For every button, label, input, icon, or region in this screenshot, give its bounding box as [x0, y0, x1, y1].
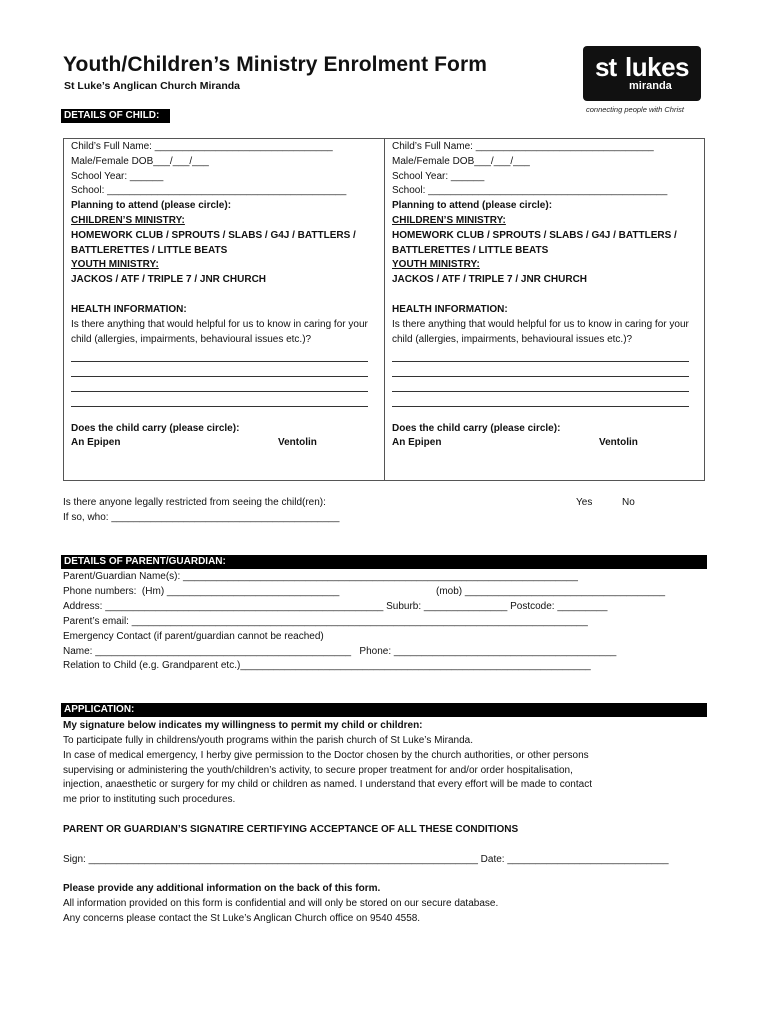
application-text-4: injection, anaesthetic or surgery for my child or children as named. I understand that every effort will be made to contact: [63, 779, 592, 790]
restriction-question: Is there anyone legally restricted from seeing the child(ren):: [63, 497, 326, 508]
phone-home-field[interactable]: Phone numbers: (Hm) _______________________________: [63, 586, 340, 597]
carry-options: [392, 436, 697, 451]
relation-field[interactable]: Relation to Child (e.g. Grandparent etc.)_______________________________________________________________: [63, 660, 591, 671]
application-heading: APPLICATION:: [61, 703, 707, 717]
restriction-no-option[interactable]: No: [622, 497, 635, 508]
church-name: St Luke’s Anglican Church Miranda: [64, 80, 240, 92]
child-gender-dob-field[interactable]: Male/Female DOB___/___/___: [71, 155, 209, 167]
youth-ministry-label: YOUTH MINISTRY:: [71, 259, 159, 271]
carry-options: [71, 436, 376, 451]
health-answer-line[interactable]: [392, 347, 689, 362]
child-school-year-field[interactable]: School Year: ______: [71, 170, 164, 182]
additional-info-note: Please provide any additional information on the back of this form.: [63, 883, 381, 894]
child-column-1: [71, 140, 376, 451]
child-section-heading: DETAILS OF CHILD:: [61, 109, 170, 123]
signature-date-field[interactable]: Sign: ______________________________________________________________________ Date: _____________________________: [63, 854, 669, 865]
childrens-ministry-label: CHILDREN’S MINISTRY:: [392, 214, 506, 226]
health-answer-line[interactable]: [71, 377, 368, 392]
carry-question: Does the child carry (please circle):: [71, 422, 240, 434]
child-school-field[interactable]: School: ___________________________________________: [71, 185, 347, 197]
planning-label: Planning to attend (please circle):: [71, 200, 232, 212]
health-info-heading: HEALTH INFORMATION:: [392, 303, 508, 315]
health-answer-line[interactable]: [71, 362, 368, 377]
child-gender-dob-field[interactable]: Male/Female DOB___/___/___: [392, 155, 530, 167]
logo-tagline: connecting people with Christ: [586, 105, 684, 114]
epipen-option[interactable]: An Epipen: [71, 437, 121, 449]
childrens-programs-options[interactable]: HOMEWORK CLUB / SPROUTS / SLABS / G4J / BATTLERS / BATTLERETTES / LITTLE BEATS: [392, 229, 677, 256]
application-text-2: In case of medical emergency, I herby give permission to the Doctor chosen by the church authorities, or other persons: [63, 750, 589, 761]
contact-note: Any concerns please contact the St Luke’s Anglican Church office on 9540 4558.: [63, 913, 421, 924]
logo-st: st: [595, 52, 617, 82]
form-title: Youth/Children’s Ministry Enrolment Form: [63, 53, 488, 76]
address-field[interactable]: Address: __________________________________________________ Suburb: _______________ Postcode: _________: [63, 601, 608, 612]
parent-email-field[interactable]: Parent’s email: __________________________________________________________________________________: [63, 616, 588, 627]
emergency-contact-label: Emergency Contact (if parent/guardian cannot be reached): [63, 631, 324, 642]
restricted-person-field[interactable]: If so, who: _________________________________________: [63, 512, 340, 523]
child-school-field[interactable]: School: ___________________________________________: [392, 185, 668, 197]
emergency-name-phone-field[interactable]: Name: ______________________________________________ Phone: ________________________________________: [63, 646, 617, 657]
ventolin-option[interactable]: Ventolin: [599, 437, 638, 449]
signature-intro: My signature below indicates my willingness to permit my child or children:: [63, 720, 423, 731]
child-full-name-field[interactable]: Child’s Full Name: ________________________________: [392, 141, 654, 152]
st-lukes-logo: [583, 46, 701, 101]
health-info-question: Is there anything that would helpful for us to know in caring for your child (allergies, impairments, behavioural issues etc.)?: [392, 318, 689, 345]
certify-heading: PARENT OR GUARDIAN’S SIGNATIRE CERTIFYING ACCEPTANCE OF ALL THESE CONDITIONS: [63, 824, 519, 835]
application-text-3: supervising or administering the youth/children’s activity, to secure proper treatment for and/or order hospitalisation,: [63, 765, 573, 776]
health-answer-line[interactable]: [71, 347, 368, 362]
health-answer-line[interactable]: [392, 362, 689, 377]
child-school-year-field[interactable]: School Year: ______: [392, 170, 485, 182]
phone-mobile-field[interactable]: (mob) ____________________________________: [436, 586, 666, 597]
application-text-1: To participate fully in childrens/youth programs within the parish church of St Luke’s Miranda.: [63, 735, 474, 746]
childrens-programs-options[interactable]: HOMEWORK CLUB / SPROUTS / SLABS / G4J / BATTLERS / BATTLERETTES / LITTLE BEATS: [71, 229, 356, 256]
child-full-name-field[interactable]: Child’s Full Name: ________________________________: [71, 141, 333, 152]
restriction-yes-option[interactable]: Yes: [576, 497, 593, 508]
youth-ministry-label: YOUTH MINISTRY:: [392, 259, 480, 271]
childrens-ministry-label: CHILDREN’S MINISTRY:: [71, 214, 185, 226]
planning-label: Planning to attend (please circle):: [392, 200, 553, 212]
parent-section-heading: DETAILS OF PARENT/GUARDIAN:: [61, 555, 707, 569]
child-column-divider: [384, 138, 385, 481]
confidential-note: All information provided on this form is confidential and will only be stored on our secure database.: [63, 898, 499, 909]
carry-question: Does the child carry (please circle):: [392, 422, 561, 434]
health-answer-line[interactable]: [392, 392, 689, 407]
child-column-2: [392, 140, 697, 451]
epipen-option[interactable]: An Epipen: [392, 437, 442, 449]
health-info-question: Is there anything that would helpful for us to know in caring for your child (allergies, impairments, behavioural issues etc.)?: [71, 318, 368, 345]
parent-names-field[interactable]: Parent/Guardian Name(s): _______________________________________________________________________: [63, 571, 578, 582]
youth-programs-options[interactable]: JACKOS / ATF / TRIPLE 7 / JNR CHURCH: [71, 274, 267, 286]
ventolin-option[interactable]: Ventolin: [278, 437, 317, 449]
health-answer-line[interactable]: [71, 392, 368, 407]
health-answer-line[interactable]: [392, 377, 689, 392]
health-info-heading: HEALTH INFORMATION:: [71, 303, 187, 315]
youth-programs-options[interactable]: JACKOS / ATF / TRIPLE 7 / JNR CHURCH: [392, 274, 588, 286]
logo-lukes: lukes: [625, 52, 689, 82]
logo-miranda: miranda: [629, 80, 672, 92]
application-text-5: me prior to instituting such procedures.: [63, 794, 236, 805]
